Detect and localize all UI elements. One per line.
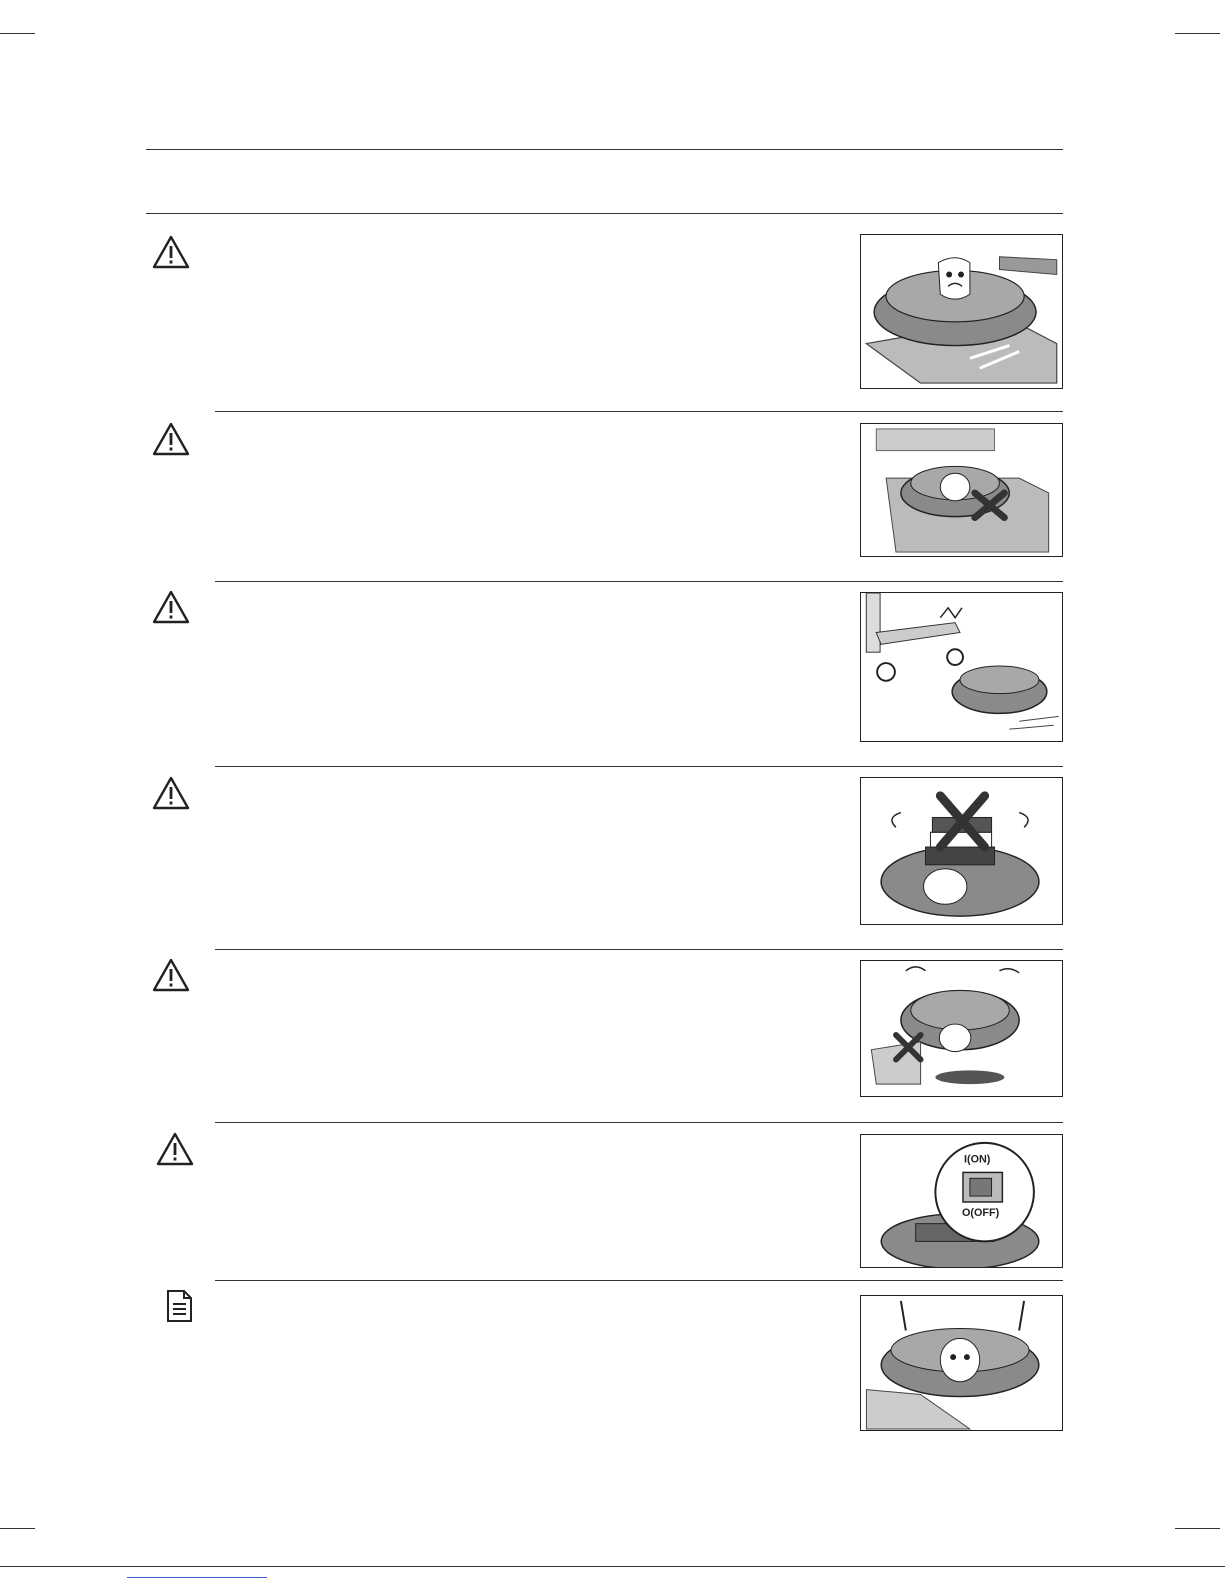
crop-mark xyxy=(0,1528,35,1529)
bottom-rule xyxy=(0,1566,1225,1567)
crop-mark xyxy=(1175,33,1220,34)
illustration-robot-on-rug xyxy=(860,234,1063,389)
illustration-robot-on-table-edge-prohibited xyxy=(860,423,1063,557)
section-divider xyxy=(215,1122,1063,1123)
section-divider xyxy=(215,581,1063,582)
section-divider xyxy=(215,766,1063,767)
section-divider xyxy=(215,411,1063,412)
header-rule-bottom xyxy=(146,213,1063,214)
switch-on-label: I(ON) xyxy=(963,1153,991,1166)
section-divider xyxy=(215,1280,1063,1281)
illustration-books-on-robot-prohibited xyxy=(860,777,1063,925)
switch-off-label: O(OFF) xyxy=(961,1206,1000,1219)
warning-triangle-icon xyxy=(151,957,191,993)
warning-triangle-icon xyxy=(151,234,191,270)
warning-triangle-icon xyxy=(151,589,191,625)
warning-triangle-icon xyxy=(151,775,191,811)
warning-triangle-icon xyxy=(155,1131,195,1167)
section-divider xyxy=(215,949,1063,950)
note-document-icon xyxy=(162,1288,196,1324)
crop-mark xyxy=(1175,1528,1220,1529)
illustration-robot-hitting-chair-casters xyxy=(860,592,1063,742)
illustration-robot-lifted-by-hands xyxy=(860,1295,1063,1431)
illustration-power-switch-on-off xyxy=(860,1134,1063,1268)
crop-mark xyxy=(0,33,35,34)
footer-link-underline[interactable] xyxy=(127,1577,267,1578)
header-rule-top xyxy=(146,149,1063,150)
illustration-robot-over-liquid-prohibited xyxy=(860,960,1063,1097)
warning-triangle-icon xyxy=(151,421,191,457)
